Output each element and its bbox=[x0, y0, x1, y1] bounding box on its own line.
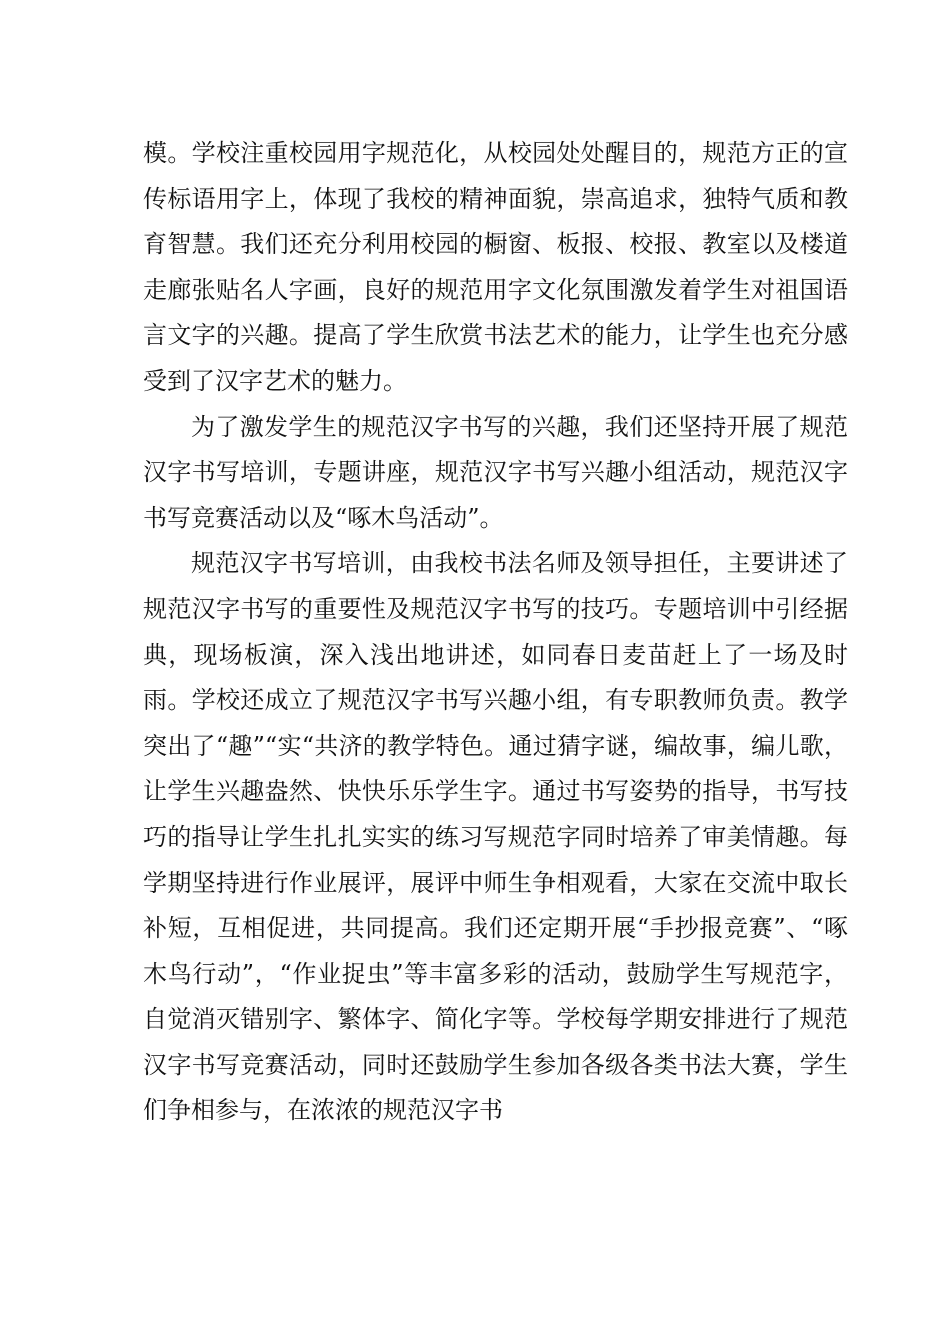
document-page bbox=[143, 131, 848, 1134]
paragraph-continuation: 模。学校注重校园用字规范化，从校园处处醒目的，规范方正的宣传标语用字上，体现了我校的精神面貌，崇高追求，独特气质和教育智慧。我们还充分利用校园的橱窗、板报、校报、教室以及楼道走廊张贴名人字画，良好的规范用字文化氛围激发着学生对祖国语言文字的兴趣。提高了学生欣赏书法艺术的能力，让学生也充分感受到了汉字艺术的魅力。 bbox=[143, 139, 848, 395]
paragraph-writing-training: 规范汉字书写培训，由我校书法名师及领导担任，主要讲述了规范汉字书写的重要性及规范汉字书写的技巧。专题培训中引经据典，现场板演，深入浅出地讲述，如同春日麦苗赶上了一场及时雨。学校还成立了规范汉字书写兴趣小组，有专职教师负责。教学突出了“趣”“实“共济的教学特色。通过猜字谜，编故事，编儿歌，让学生兴趣盎然、快快乐乐学生字。通过书写姿势的指导，书写技巧的指导让学生扎扎实实的练习写规范字同时培养了审美情趣。每学期坚持进行作业展评，展评中师生争相观看，大家在交流中取长补短，互相促进，共同提高。我们还定期开展“手抄报竞赛”、“啄木鸟行动”，“作业捉虫”等丰富多彩的活动，鼓励学生写规范字，自觉消灭错别字、繁体字、简化字等。学校每学期安排进行了规范汉字书写竞赛活动，同时还鼓励学生参加各级各类书法大赛，学生们争相参与，在浓浓的规范汉字书 bbox=[143, 549, 848, 1125]
paragraph-writing-interest: 为了激发学生的规范汉字书写的兴趣，我们还坚持开展了规范汉字书写培训，专题讲座，规范汉字书写兴趣小组活动，规范汉字书写竞赛活动以及“啄木鸟活动”。 bbox=[143, 412, 848, 532]
